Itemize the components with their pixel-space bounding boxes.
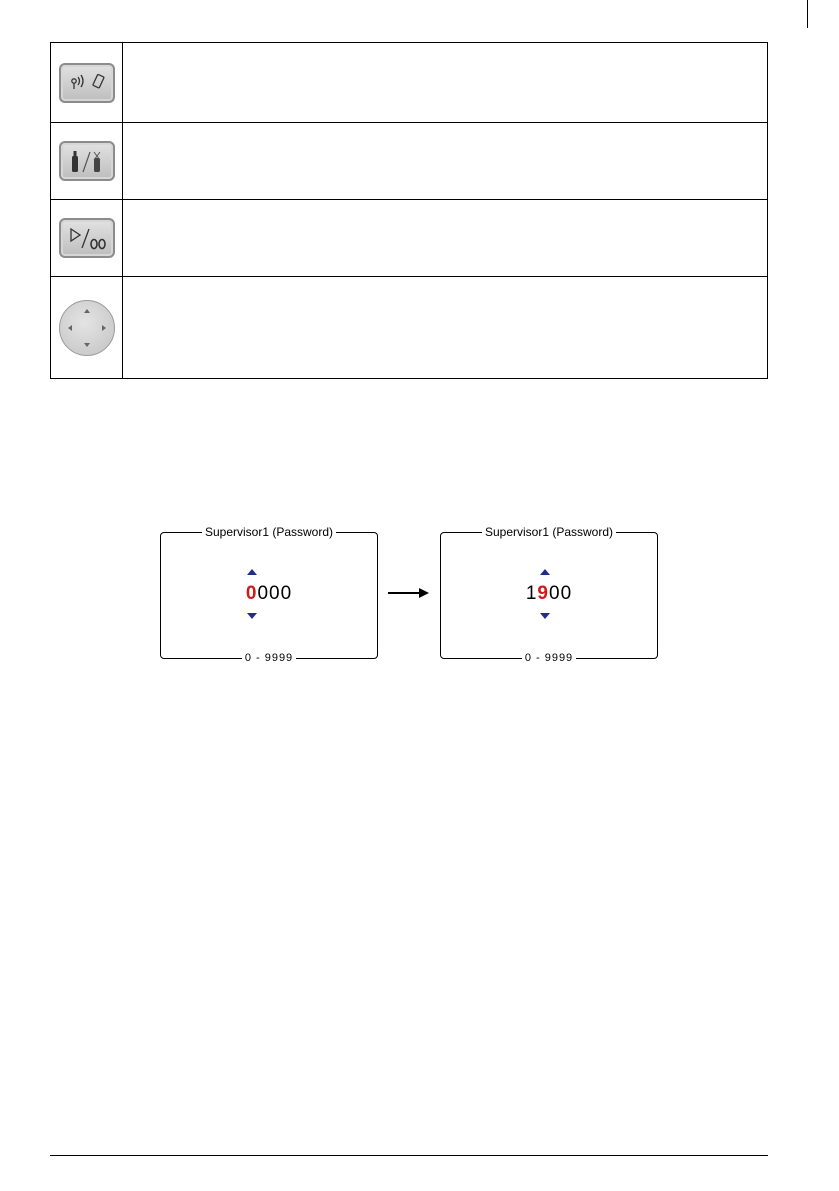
table-row [51, 43, 768, 123]
decrement-arrow-icon[interactable] [247, 613, 257, 619]
screen-title: Supervisor1 (Password) [482, 525, 616, 539]
increment-arrow-icon[interactable] [247, 569, 257, 575]
key-description [123, 43, 768, 123]
remaining-digits: 00 [549, 583, 573, 604]
key-description [123, 123, 768, 200]
key-description [123, 200, 768, 277]
password-screen-after [440, 525, 658, 664]
table-row [51, 123, 768, 200]
previous-digits: 1 [525, 583, 538, 604]
password-value [161, 583, 377, 605]
increment-arrow-icon[interactable] [540, 569, 550, 575]
selected-digit[interactable]: 0 [245, 583, 258, 604]
password-value [441, 583, 657, 605]
navigation-pad-icon[interactable] [59, 300, 115, 356]
play-zero-key-icon[interactable] [59, 218, 115, 258]
key-description-table [50, 42, 768, 379]
table-row [51, 277, 768, 379]
footer-divider [50, 1155, 768, 1156]
remaining-digits: 000 [257, 583, 293, 604]
value-range: 0 - 9999 [242, 652, 296, 664]
table-row [51, 200, 768, 277]
password-screen-before [160, 525, 378, 664]
key-description [123, 277, 768, 379]
right-arrow-icon [387, 586, 431, 600]
decrement-arrow-icon[interactable] [540, 613, 550, 619]
selected-digit[interactable]: 9 [537, 583, 549, 604]
screen-title: Supervisor1 (Password) [202, 525, 336, 539]
value-range: 0 - 9999 [522, 652, 576, 664]
top-margin-line [807, 0, 808, 28]
bottle-key-icon[interactable] [59, 141, 115, 181]
wireless-card-key-icon[interactable] [59, 63, 115, 103]
